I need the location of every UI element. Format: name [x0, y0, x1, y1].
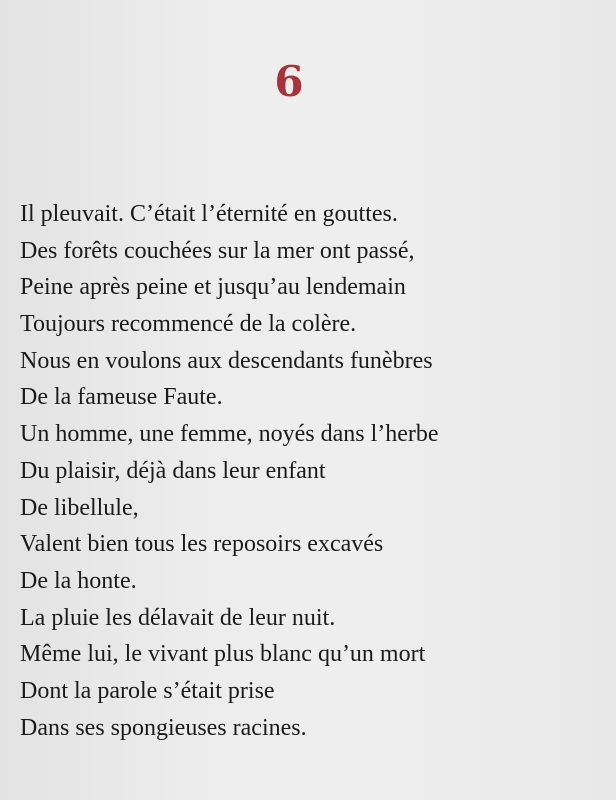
poem-line: De libellule, [20, 494, 139, 521]
poem-line: Valent bien tous les reposoirs excavés [20, 531, 384, 558]
poem-line: De la honte. [20, 567, 137, 594]
poem-line: Nous en voulons aux descendants funèbres [20, 347, 433, 374]
poem-body [20, 196, 439, 746]
poem-line: Même lui, le vivant plus blanc qu’un mort [20, 641, 426, 668]
poem-line: Des forêts couchées sur la mer ont passé, [20, 237, 415, 264]
poem-line: Un homme, une femme, noyés dans l’herbe [20, 421, 439, 448]
poem-line: Peine après peine et jusqu’au lendemain [20, 274, 406, 301]
chapter-number: 6 [274, 57, 304, 106]
poem-line: De la fameuse Faute. [20, 384, 223, 411]
poem-line: Dans ses spongieuses racines. [20, 714, 307, 741]
poem-line: Toujours recommencé de la colère. [20, 311, 357, 338]
poem-line: Il pleuvait. C’était l’éternité en gouttes. [20, 201, 398, 227]
poem-line: La pluie les délavait de leur nuit. [20, 604, 336, 631]
poem-line: Dont la parole s’était prise [20, 677, 275, 704]
poem-line: Du plaisir, déjà dans leur enfant [20, 457, 326, 484]
